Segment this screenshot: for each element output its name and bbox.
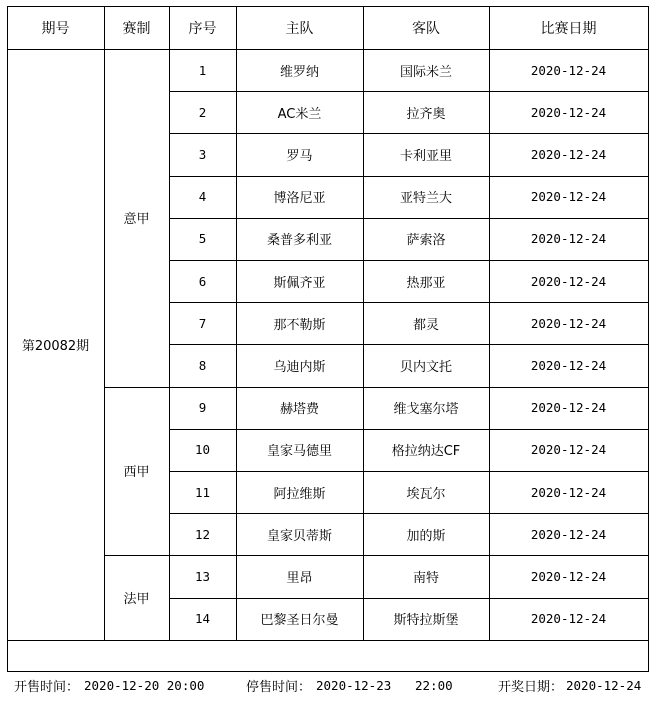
home-team: 博洛尼亚 xyxy=(273,191,326,207)
home-team: AC米兰 xyxy=(277,106,322,122)
row-divider xyxy=(169,91,649,92)
row-divider xyxy=(169,555,649,556)
home-team: 罗马 xyxy=(286,148,313,164)
match-date: 2020-12-24 xyxy=(530,400,607,416)
home-team: 乌迪内斯 xyxy=(273,359,326,375)
away-team: 加的斯 xyxy=(406,528,446,544)
match-date: 2020-12-24 xyxy=(530,315,607,331)
draw-date-value-wrap xyxy=(566,672,641,698)
match-number: 5 xyxy=(198,231,207,247)
league-cell: 法甲 xyxy=(123,592,150,608)
match-date: 2020-12-24 xyxy=(530,231,607,247)
away-team: 卡利亚里 xyxy=(399,148,452,164)
draw-date-label: 开奖日期： xyxy=(498,679,564,695)
home-team: 巴黎圣日尔曼 xyxy=(260,613,339,629)
away-team: 亚特兰大 xyxy=(399,191,452,207)
row-divider xyxy=(169,598,649,599)
match-number: 8 xyxy=(198,357,207,373)
match-date: 2020-12-24 xyxy=(530,442,607,458)
row-divider xyxy=(169,133,649,134)
row-divider xyxy=(169,302,649,303)
sale-stop-value: 2020-12-23 xyxy=(316,677,392,693)
home-team: 阿拉维斯 xyxy=(273,486,326,502)
home-team: 皇家马德里 xyxy=(266,444,332,460)
row-divider xyxy=(169,260,649,261)
match-number: 9 xyxy=(198,400,207,416)
home-team: 那不勒斯 xyxy=(273,317,326,333)
sale-stop-label: 停售时间： xyxy=(246,679,312,695)
sale-start-value-wrap xyxy=(84,672,204,698)
league-divider xyxy=(104,387,169,388)
column-divider xyxy=(104,6,105,640)
table-border-left xyxy=(7,6,8,671)
body-bottom-line xyxy=(7,640,649,641)
match-date: 2020-12-24 xyxy=(530,189,607,205)
draw-date-value: 2020-12-24 xyxy=(566,677,642,693)
header-home: 主队 xyxy=(285,20,314,37)
home-team: 斯佩齐亚 xyxy=(273,275,326,291)
match-date: 2020-12-24 xyxy=(530,526,607,542)
match-date: 2020-12-24 xyxy=(530,484,607,500)
sale-start-value: 2020-12-20 20:00 xyxy=(84,677,205,693)
sale-stop-time: 22:00 xyxy=(415,677,453,693)
match-number: 3 xyxy=(198,146,207,162)
match-date: 2020-12-24 xyxy=(530,104,607,120)
match-number: 11 xyxy=(194,484,211,500)
column-divider xyxy=(489,6,490,640)
away-team: 贝内文托 xyxy=(399,359,452,375)
away-team: 斯特拉斯堡 xyxy=(393,613,459,629)
league-cell: 西甲 xyxy=(123,465,150,481)
header-number: 序号 xyxy=(188,20,217,37)
league-divider xyxy=(104,555,169,556)
sale-stop-label-wrap xyxy=(246,672,311,698)
away-team: 南特 xyxy=(412,570,439,586)
match-date: 2020-12-24 xyxy=(530,611,607,627)
home-team: 赫塔费 xyxy=(279,402,319,418)
match-number: 14 xyxy=(194,611,211,627)
row-divider xyxy=(169,471,649,472)
header-league: 赛制 xyxy=(122,20,151,37)
sale-start-label: 开售时间： xyxy=(14,679,80,695)
sale-start-label-wrap xyxy=(14,672,79,698)
row-divider xyxy=(169,387,649,388)
row-divider xyxy=(169,218,649,219)
column-divider xyxy=(236,6,237,640)
away-team: 都灵 xyxy=(412,317,439,333)
match-date: 2020-12-24 xyxy=(530,62,607,78)
match-number: 12 xyxy=(194,526,211,542)
match-date: 2020-12-24 xyxy=(530,357,607,373)
away-team: 国际米兰 xyxy=(399,64,452,80)
sale-stop-time-wrap xyxy=(415,672,453,698)
away-team: 萨索洛 xyxy=(406,233,446,249)
sale-stop-value-wrap xyxy=(316,672,391,698)
match-date: 2020-12-24 xyxy=(530,146,607,162)
home-team: 里昂 xyxy=(286,570,313,586)
away-team: 埃瓦尔 xyxy=(406,486,446,502)
header-away: 客队 xyxy=(412,20,440,37)
match-number: 2 xyxy=(198,104,207,120)
match-number: 10 xyxy=(194,442,211,458)
match-number: 6 xyxy=(198,273,207,289)
row-divider xyxy=(169,176,649,177)
row-divider xyxy=(169,513,649,514)
away-team: 热那亚 xyxy=(406,275,446,291)
league-cell: 意甲 xyxy=(123,212,150,228)
home-team: 桑普多利亚 xyxy=(266,233,332,249)
match-number: 1 xyxy=(198,62,207,78)
period-cell: 第20082期 xyxy=(21,338,90,354)
match-number: 13 xyxy=(194,568,211,584)
match-date: 2020-12-24 xyxy=(530,273,607,289)
row-divider xyxy=(169,344,649,345)
column-divider xyxy=(169,6,170,640)
header-date: 比赛日期 xyxy=(540,20,597,37)
away-team: 格拉纳达CF xyxy=(391,444,461,460)
home-team: 皇家贝蒂斯 xyxy=(266,528,332,544)
match-date: 2020-12-24 xyxy=(530,568,607,584)
away-team: 拉齐奥 xyxy=(406,106,446,122)
column-divider xyxy=(363,6,364,640)
home-team: 维罗纳 xyxy=(279,64,319,80)
away-team: 维戈塞尔塔 xyxy=(393,402,459,418)
match-number: 7 xyxy=(198,315,207,331)
table-border-right xyxy=(648,6,649,672)
draw-date-label-wrap xyxy=(498,672,563,698)
match-number: 4 xyxy=(198,189,207,205)
row-divider xyxy=(169,429,649,430)
header-period: 期号 xyxy=(41,20,70,37)
